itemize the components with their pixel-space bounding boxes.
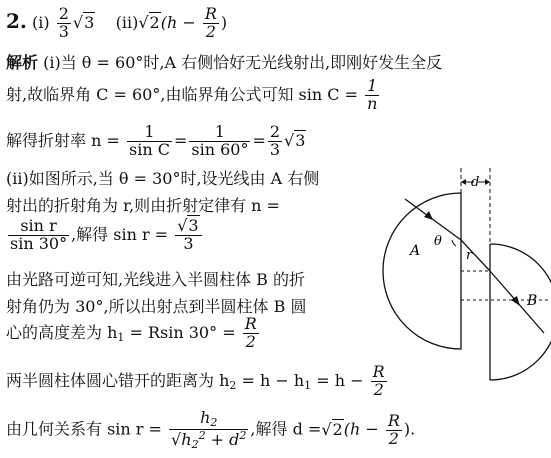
answer-part1-fraction: $\frac{2}{3}$ [58, 4, 69, 41]
sin-r-sqrt: √3 [177, 216, 199, 235]
r-label: r [466, 248, 473, 263]
answer-part2-close: ) [220, 12, 228, 32]
answer-part1-sqrt: √3 [72, 12, 95, 32]
refractive-sqrt: √3 [284, 130, 306, 150]
label-b: B [527, 293, 538, 309]
d-arrowhead-right [485, 179, 490, 185]
offset-fraction: $\frac{R}{2}$ [372, 362, 385, 399]
solution-text-6: ,解得 sin r = [71, 224, 169, 244]
solution-line-10: 两半圆柱体圆心错开的距离为 $h_2 = h - h_1 = h$ − $\frac{R}{2}$ [6, 362, 385, 399]
theta-arc [452, 240, 456, 246]
solution-text-8: 射角仍为 30°,所以出射点到半圆柱体 B 圆 [6, 297, 307, 316]
height-fraction: $\frac{R}{2}$ [244, 314, 257, 351]
geometry-fraction: $\frac{h_2}{√h_2^2 + d^2}$ [171, 408, 247, 451]
snell-fraction: $\frac{\text{sin r}}{\sin 30^\circ}$ [10, 216, 68, 253]
solution-text-11d: ). [403, 419, 416, 439]
solution-text-2: 射,故临界角 C = 60°,由临界角公式可知 sin C = [6, 84, 358, 104]
solution-text-4: (ⅱ)如图所示,当 θ = 30°时,设光线由 A 右侧 [6, 169, 320, 188]
solution-text-3: 解得折射率 n = [6, 130, 120, 150]
refractive-fraction-2: $\frac{1}{\sin 60^\circ}$ [191, 122, 249, 159]
answer-part2-fraction: $\frac{R}{2}$ [204, 4, 217, 41]
answer-part2-sqrt: √2 [138, 12, 160, 32]
solution-text-1: (ⅰ)当 θ = 60°时,A 右侧恰好无光线射出,即刚好发生全反 [43, 53, 443, 72]
d-arrowhead-left [461, 179, 466, 185]
solution-text-11b: ,解得 d = [250, 419, 322, 439]
solution-text-10c: = h − [311, 370, 364, 390]
refractive-fraction-3: $\frac{2}{3}$ [269, 122, 281, 159]
solution-text-9a: 心的高度差为 h [6, 322, 118, 342]
light-ray-incident [405, 199, 461, 240]
equals-sign-1: = [173, 130, 188, 150]
refractive-fraction-1: $\frac{1}{\text{sin C}}$ [128, 122, 170, 159]
solution-text-9b: = Rsin 30° = [124, 322, 236, 342]
solution-line-9: 心的高度差为 $h_1 = Rsin$ 30° = $\frac{R}{2}$ [6, 314, 257, 351]
final-fraction: $\frac{R}{2}$ [387, 410, 400, 448]
question-number: 2. [6, 8, 27, 33]
solution-text-7: 由光路可逆可知,光线进入半圆柱体 B 的折 [6, 270, 306, 289]
solution-text-10a: 两半圆柱体圆心错开的距离为 h [6, 370, 230, 390]
final-sqrt: √2 [321, 419, 343, 439]
solution-label: 解析 [6, 53, 39, 72]
answer-part1-label: (ⅰ) [31, 12, 50, 32]
answer-part2-expr: (h − [160, 12, 196, 32]
ray-arrow-1 [424, 211, 433, 220]
d-label: d [471, 175, 480, 190]
half-cylinder-a [383, 193, 461, 349]
solution-text-5: 射出的折射角为 r,则由折射定律有 n = [6, 196, 280, 215]
label-a: A [410, 243, 421, 259]
sin-r-fraction: $\frac{√3}{3}$ [175, 218, 201, 253]
answer-part2-label: (ⅱ) [115, 12, 139, 32]
solution-text-11c: (h − [343, 419, 379, 439]
solution-text-11a: 由几何关系有 sin r = [6, 419, 162, 439]
solution-text-10b: = h − h [236, 370, 305, 390]
theta-label: θ [434, 234, 442, 249]
equals-sign-2: = [252, 130, 266, 150]
half-cylinder-b [490, 244, 551, 380]
critical-angle-fraction: $\frac{1}{n}$ [367, 76, 378, 113]
